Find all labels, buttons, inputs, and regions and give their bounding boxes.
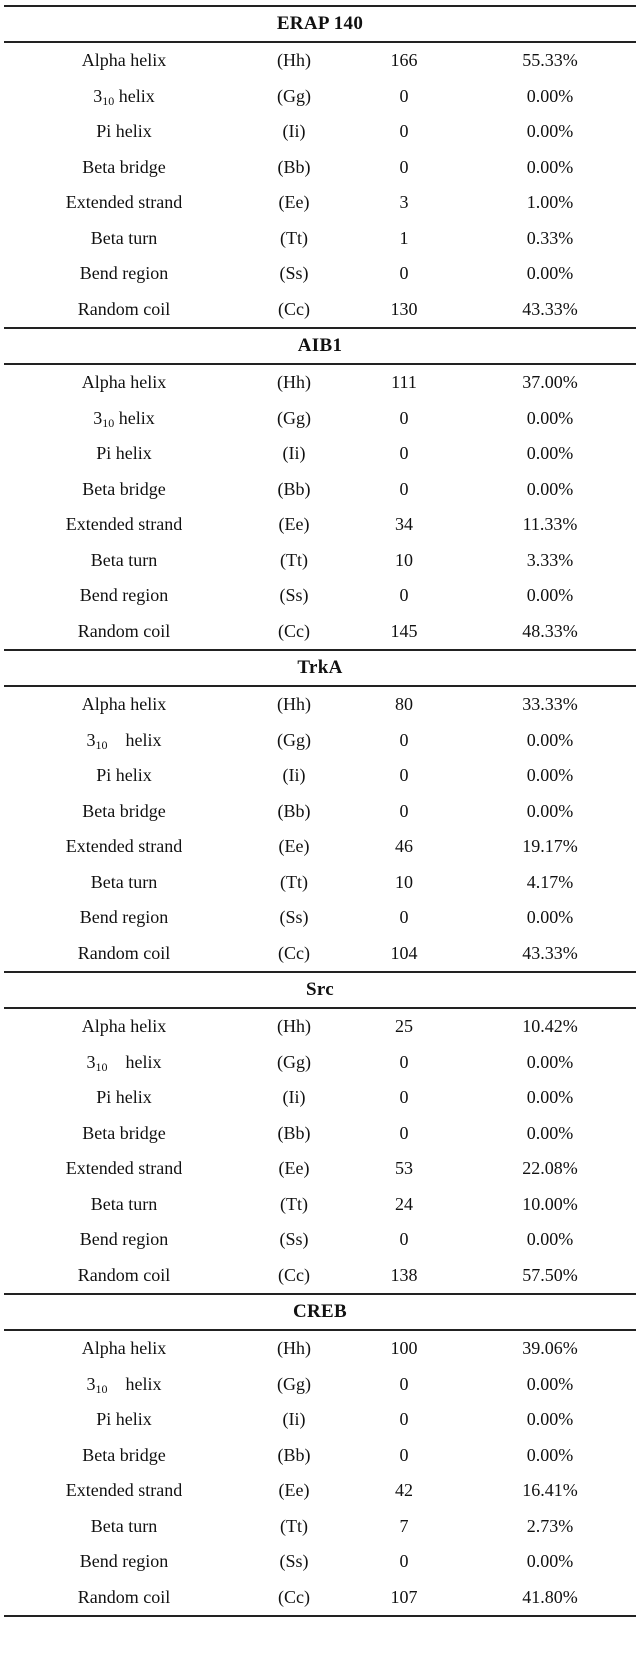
table-row (4, 865, 636, 901)
structure-name: $3_{10}$ helix (86, 1051, 162, 1074)
residue-percent: 33.33% (522, 694, 578, 715)
residue-count: 138 (390, 1264, 418, 1285)
residue-count: 53 (395, 1158, 413, 1179)
table-row (4, 472, 636, 508)
residue-count: 0 (399, 800, 409, 821)
structure-code: (Ee) (278, 1158, 310, 1179)
table-row (4, 150, 636, 186)
residue-count: 0 (399, 1229, 409, 1250)
structure-code: (Gg) (277, 407, 311, 428)
residue-percent: 39.06% (522, 1338, 578, 1359)
table-row (4, 1331, 636, 1367)
structure-name: Bend region (79, 1229, 169, 1250)
table-row (4, 221, 636, 257)
residue-count: 0 (399, 478, 409, 499)
residue-percent: 43.33% (522, 298, 578, 319)
residue-percent: 0.00% (526, 443, 574, 464)
residue-percent: 0.00% (526, 1373, 574, 1394)
structure-code: (Ee) (278, 836, 310, 857)
table-row (4, 292, 636, 328)
structure-code: (Bb) (277, 1444, 311, 1465)
table-row (4, 1544, 636, 1580)
residue-count: 0 (399, 907, 409, 928)
section-aib1 (4, 327, 636, 649)
structure-code: (Cc) (278, 1264, 310, 1285)
structure-name: Beta bridge (82, 1444, 166, 1465)
table-row (4, 79, 636, 115)
residue-count: 1 (399, 227, 409, 248)
table-row (4, 1080, 636, 1116)
structure-code: (Hh) (277, 1338, 311, 1359)
residue-count: 0 (399, 121, 409, 142)
structure-code: (Ii) (282, 121, 306, 142)
residue-percent: 16.41% (522, 1480, 578, 1501)
structure-code: (Bb) (277, 156, 311, 177)
table-row (4, 1116, 636, 1152)
table-row (4, 1580, 636, 1616)
table-row (4, 900, 636, 936)
structure-name: Bend region (79, 263, 169, 284)
section-creb (4, 1293, 636, 1615)
structure-name: Pi helix (96, 121, 152, 142)
residue-percent: 2.73% (526, 1515, 574, 1536)
residue-percent: 11.33% (522, 514, 578, 535)
structure-name: Beta bridge (82, 156, 166, 177)
residue-count: 0 (399, 1122, 409, 1143)
table-row (4, 365, 636, 401)
residue-count: 0 (399, 1409, 409, 1430)
residue-count: 0 (399, 263, 409, 284)
table-row (4, 687, 636, 723)
structure-name: Alpha helix (81, 694, 167, 715)
residue-percent: 4.17% (526, 871, 574, 892)
table-row (4, 794, 636, 830)
structure-code: (Gg) (277, 729, 311, 750)
residue-count: 100 (390, 1338, 418, 1359)
structure-name: Beta turn (90, 871, 158, 892)
residue-percent: 1.00% (526, 192, 574, 213)
residue-count: 145 (390, 620, 418, 641)
section-title: Src (4, 971, 636, 1009)
structure-code: (Ii) (282, 443, 306, 464)
table-row (4, 758, 636, 794)
residue-count: 10 (395, 871, 413, 892)
residue-count: 130 (390, 298, 418, 319)
section-erap140 (4, 7, 636, 327)
structure-name: Random coil (77, 1586, 171, 1607)
residue-count: 104 (390, 942, 418, 963)
structure-code: (Tt) (280, 871, 308, 892)
structure-code: (Hh) (277, 694, 311, 715)
structure-name: Extended strand (65, 1158, 183, 1179)
table-row (4, 185, 636, 221)
table-row (4, 1438, 636, 1474)
structure-code: (Bb) (277, 478, 311, 499)
residue-count: 0 (399, 1087, 409, 1108)
residue-count: 0 (399, 1551, 409, 1572)
residue-count: 0 (399, 156, 409, 177)
structure-name: Bend region (79, 907, 169, 928)
table-row (4, 1222, 636, 1258)
structure-name: $3_{10}$ helix (86, 729, 162, 752)
residue-percent: 0.00% (526, 1087, 574, 1108)
structure-code: (Ee) (278, 514, 310, 535)
residue-count: 0 (399, 765, 409, 786)
residue-percent: 0.00% (526, 1229, 574, 1250)
table-row (4, 578, 636, 614)
structure-code: (Tt) (280, 1515, 308, 1536)
structure-code: (Bb) (277, 800, 311, 821)
residue-percent: 0.00% (526, 585, 574, 606)
residue-percent: 0.00% (526, 156, 574, 177)
residue-percent: 41.80% (522, 1586, 578, 1607)
residue-count: 34 (395, 514, 413, 535)
structure-name: $3_{10}$ helix (93, 85, 155, 108)
table-row (4, 1009, 636, 1045)
structure-code: (Ss) (279, 263, 309, 284)
residue-percent: 57.50% (522, 1264, 578, 1285)
structure-code: (Ee) (278, 1480, 310, 1501)
structure-code: (Tt) (280, 1193, 308, 1214)
residue-percent: 22.08% (522, 1158, 578, 1179)
table-row (4, 723, 636, 759)
residue-count: 0 (399, 1444, 409, 1465)
table-row (4, 1509, 636, 1545)
table-row (4, 436, 636, 472)
table-row (4, 1187, 636, 1223)
residue-percent: 55.33% (522, 50, 578, 71)
structure-name: Beta bridge (82, 478, 166, 499)
structure-code: (Hh) (277, 372, 311, 393)
structure-code: (Tt) (280, 227, 308, 248)
residue-percent: 0.00% (526, 729, 574, 750)
residue-percent: 0.00% (526, 907, 574, 928)
structure-code: (Ss) (279, 907, 309, 928)
structure-name: Bend region (79, 585, 169, 606)
residue-percent: 0.00% (526, 765, 574, 786)
residue-count: 0 (399, 407, 409, 428)
structure-name: Alpha helix (81, 372, 167, 393)
structure-code: (Ii) (282, 765, 306, 786)
residue-percent: 10.00% (522, 1193, 578, 1214)
residue-count: 107 (390, 1586, 418, 1607)
residue-percent: 0.00% (526, 478, 574, 499)
residue-count: 42 (395, 1480, 413, 1501)
structure-name: Alpha helix (81, 50, 167, 71)
structure-name: Pi helix (96, 1087, 152, 1108)
structure-code: (Ss) (279, 1551, 309, 1572)
structure-name: Beta bridge (82, 1122, 166, 1143)
residue-percent: 0.00% (526, 1051, 574, 1072)
residue-percent: 0.00% (526, 85, 574, 106)
structure-name: $3_{10}$ helix (86, 1373, 162, 1396)
section-title: AIB1 (4, 327, 636, 365)
table-row (4, 614, 636, 650)
structure-name: $3_{10}$ helix (93, 407, 155, 430)
residue-percent: 0.00% (526, 1122, 574, 1143)
residue-count: 0 (399, 1373, 409, 1394)
structure-code: (Tt) (280, 549, 308, 570)
residue-percent: 10.42% (522, 1016, 578, 1037)
table-row (4, 1402, 636, 1438)
structure-code: (Gg) (277, 1373, 311, 1394)
structure-code: (Cc) (278, 942, 310, 963)
residue-count: 0 (399, 1051, 409, 1072)
residue-percent: 19.17% (522, 836, 578, 857)
section-title: CREB (4, 1293, 636, 1331)
residue-count: 10 (395, 549, 413, 570)
residue-count: 0 (399, 85, 409, 106)
structure-code: (Ss) (279, 1229, 309, 1250)
structure-name: Beta turn (90, 1515, 158, 1536)
structure-name: Extended strand (65, 192, 183, 213)
residue-percent: 48.33% (522, 620, 578, 641)
section-title: ERAP 140 (4, 7, 636, 43)
table-row (4, 507, 636, 543)
table-row (4, 829, 636, 865)
structure-code: (Cc) (278, 298, 310, 319)
section-title: TrkA (4, 649, 636, 687)
table-row (4, 1367, 636, 1403)
residue-count: 0 (399, 585, 409, 606)
residue-count: 7 (399, 1515, 409, 1536)
structure-code: (Ii) (282, 1409, 306, 1430)
structure-code: (Bb) (277, 1122, 311, 1143)
residue-percent: 0.33% (526, 227, 574, 248)
structure-name: Random coil (77, 298, 171, 319)
residue-percent: 3.33% (526, 549, 574, 570)
structure-name: Bend region (79, 1551, 169, 1572)
residue-percent: 37.00% (522, 372, 578, 393)
structure-name: Pi helix (96, 1409, 152, 1430)
structure-name: Random coil (77, 620, 171, 641)
residue-count: 24 (395, 1193, 413, 1214)
structure-code: (Ss) (279, 585, 309, 606)
table-row (4, 1473, 636, 1509)
residue-percent: 0.00% (526, 1444, 574, 1465)
structure-code: (Gg) (277, 85, 311, 106)
structure-code: (Cc) (278, 620, 310, 641)
structure-code: (Ee) (278, 192, 310, 213)
structure-code: (Hh) (277, 50, 311, 71)
secondary-structure-table (4, 5, 636, 1617)
residue-count: 80 (395, 694, 413, 715)
structure-name: Pi helix (96, 443, 152, 464)
residue-count: 46 (395, 836, 413, 857)
table-row (4, 1151, 636, 1187)
residue-percent: 0.00% (526, 1409, 574, 1430)
residue-percent: 0.00% (526, 263, 574, 284)
structure-code: (Gg) (277, 1051, 311, 1072)
structure-name: Beta turn (90, 227, 158, 248)
section-src (4, 971, 636, 1293)
structure-name: Alpha helix (81, 1338, 167, 1359)
residue-count: 166 (390, 50, 418, 71)
residue-percent: 0.00% (526, 407, 574, 428)
structure-code: (Cc) (278, 1586, 310, 1607)
table-row (4, 543, 636, 579)
table-row (4, 1045, 636, 1081)
residue-count: 25 (395, 1016, 413, 1037)
structure-name: Extended strand (65, 514, 183, 535)
table-row (4, 936, 636, 972)
residue-count: 3 (399, 192, 409, 213)
table-row (4, 43, 636, 79)
structure-name: Extended strand (65, 836, 183, 857)
residue-count: 0 (399, 729, 409, 750)
section-trka (4, 649, 636, 971)
table-row (4, 114, 636, 150)
structure-name: Random coil (77, 942, 171, 963)
table-row (4, 256, 636, 292)
structure-code: (Ii) (282, 1087, 306, 1108)
structure-code: (Hh) (277, 1016, 311, 1037)
structure-name: Beta turn (90, 1193, 158, 1214)
structure-name: Alpha helix (81, 1016, 167, 1037)
residue-count: 0 (399, 443, 409, 464)
residue-count: 111 (391, 372, 417, 393)
residue-percent: 0.00% (526, 121, 574, 142)
structure-name: Extended strand (65, 1480, 183, 1501)
table-row (4, 401, 636, 437)
structure-name: Pi helix (96, 765, 152, 786)
structure-name: Beta turn (90, 549, 158, 570)
residue-percent: 0.00% (526, 1551, 574, 1572)
residue-percent: 43.33% (522, 942, 578, 963)
residue-percent: 0.00% (526, 800, 574, 821)
structure-name: Random coil (77, 1264, 171, 1285)
table-row (4, 1258, 636, 1294)
structure-name: Beta bridge (82, 800, 166, 821)
